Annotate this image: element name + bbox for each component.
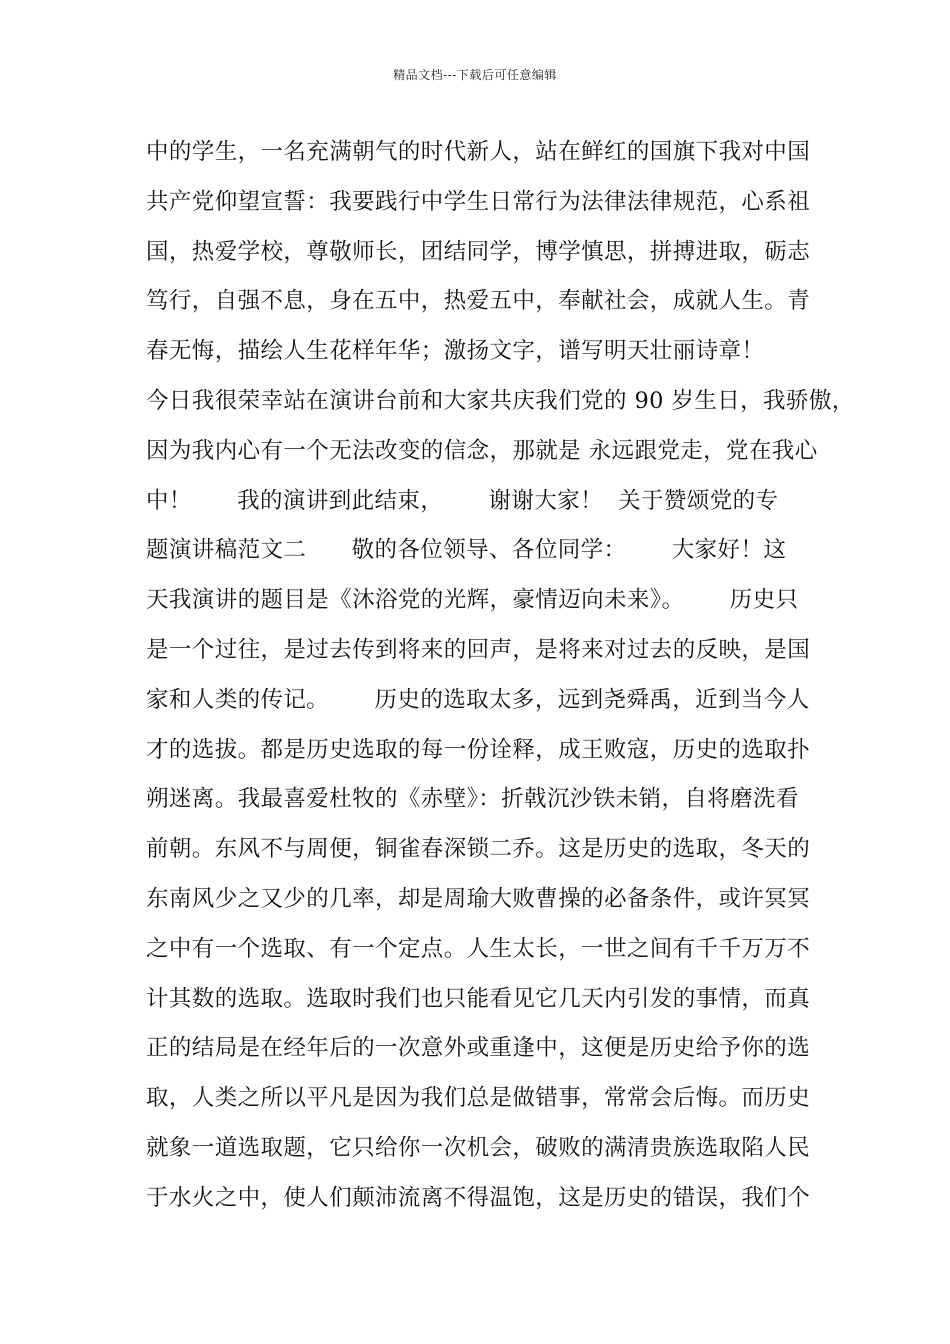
- text-line: 之中有一个选取、有一个定点。人生太长，一世之间有千千万万不: [146, 935, 811, 962]
- text-line: 正的结局是在经年后的一次意外或重逢中，这便是历史给予你的选: [146, 1035, 811, 1062]
- text-line: 天我演讲的题目是《沐浴党的光辉，豪情迈向未来》。 历史只: [146, 587, 799, 614]
- text-line: 于水火之中，使人们颠沛流离不得温饱，这是历史的错误，我们个: [146, 1184, 811, 1211]
- body-text: [146, 128, 855, 1224]
- text-line: 家和人类的传记。 历史的选取太多，远到尧舜禹，近到当今人: [146, 686, 810, 713]
- text-line: 朔迷离。我最喜爱杜牧的《赤壁》：折戟沉沙铁未销，自将磨洗看: [146, 786, 799, 813]
- text-line: 春无悔，描绘人生花样年华；激扬文字，谱写明天壮丽诗章！: [146, 338, 765, 365]
- text-line: 笃行，自强不息，身在五中，热爱五中，奉献社会，成就人生。青: [146, 288, 811, 315]
- text-line: 才的选拔。都是历史选取的每一份诠释，成王败寇，历史的选取扑: [146, 736, 811, 763]
- text-line: 中的学生，一名充满朝气的时代新人，站在鲜红的国旗下我对中国: [146, 139, 811, 165]
- text-line: 今日我很荣幸站在演讲台前和大家共庆我们党的 90 岁生日，我骄傲，: [146, 387, 855, 414]
- text-line: 题演讲稿范文二 敬的各位领导、各位同学： 大家好！这: [146, 537, 787, 564]
- text-line: 国，热爱学校，尊敬师长，团结同学，博学慎思，拼搏进取，砺志: [146, 238, 811, 265]
- text-line: 是一个过往，是过去传到将来的回声，是将来对过去的反映，是国: [146, 636, 811, 663]
- text-line: 共产党仰望宣誓：我要践行中学生日常行为法律法律规范，心系祖: [146, 188, 811, 215]
- text-line: 中！ 我的演讲到此结束， 谢谢大家！ 关于赞颂党的专: [146, 487, 779, 514]
- text-line: 因为我内心有一个无法改变的信念，那就是 永远跟党走，党在我心: [146, 437, 818, 464]
- page-header: 精品文档---下载后可任意编辑: [393, 68, 557, 82]
- text-line: 就象一道选取题，它只给你一次机会，破败的满清贵族选取陷人民: [146, 1134, 811, 1161]
- text-line: 前朝。东风不与周便，铜雀春深锁二乔。这是历史的选取，冬天的: [146, 836, 811, 863]
- text-line: 取，人类之所以平凡是因为我们总是做错事，常常会后悔。而历史: [146, 1085, 811, 1112]
- text-line: 东南风少之又少的几率，却是周瑜大败曹操的必备条件，或许冥冥: [146, 885, 811, 912]
- text-line: 计其数的选取。选取时我们也只能看见它几天内引发的事情，而真: [146, 985, 811, 1012]
